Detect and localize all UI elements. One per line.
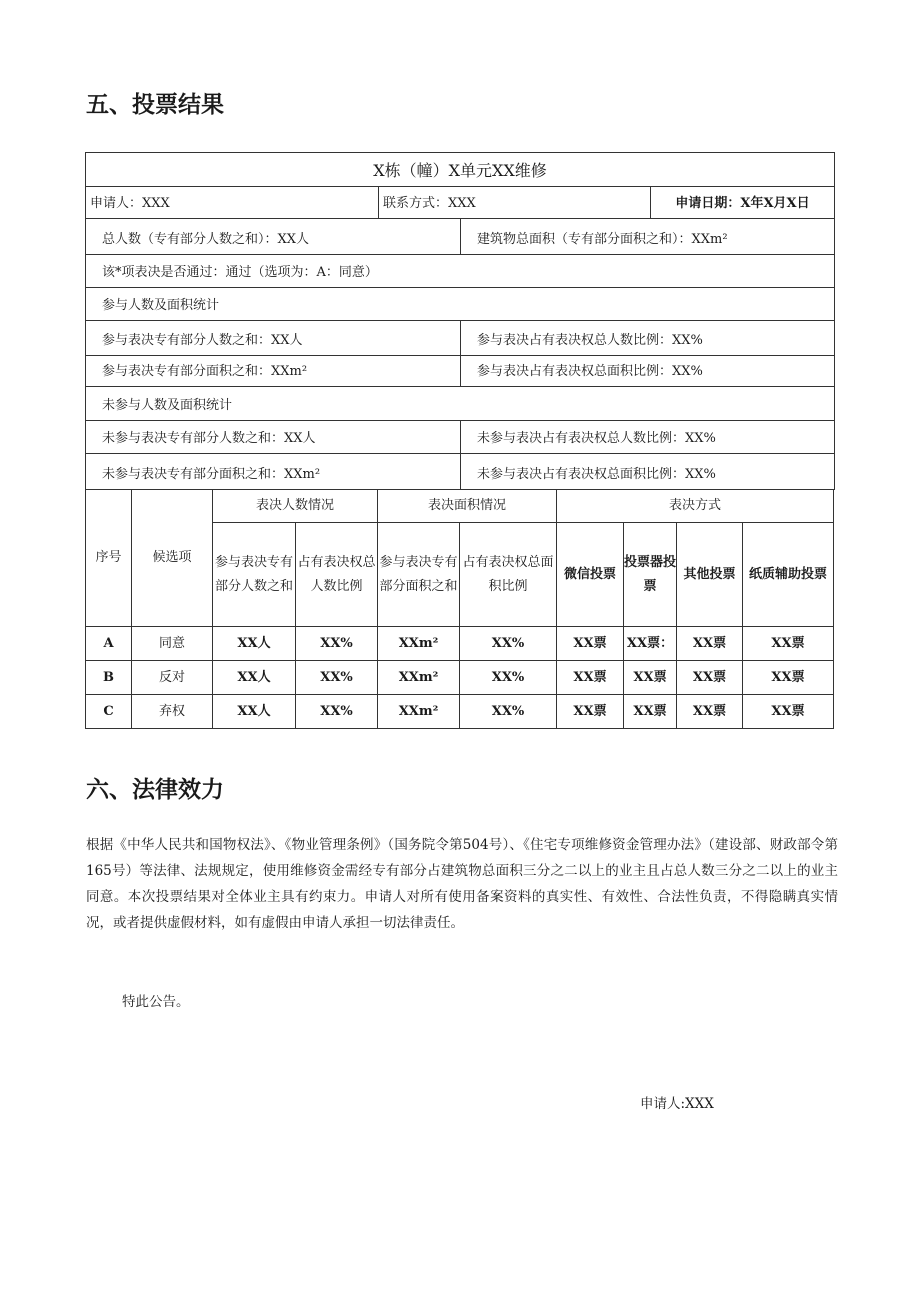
project-title: X栋（幢）X单元XX维修 [373, 161, 547, 180]
application-info-table [85, 152, 835, 490]
info-row-participate-people [86, 321, 834, 356]
non-participate-people: 未参与表决专有部分人数之和：XX人 [102, 431, 316, 446]
row-people-ratio: XX% [296, 695, 378, 729]
non-participate-area-ratio: 未参与表决占有表决权总面积比例：XX% [460, 454, 834, 489]
info-row-non-participate-header [86, 387, 834, 421]
header-paper: 纸质辅助投票 [743, 523, 834, 627]
info-row-participate-area [86, 356, 834, 387]
header-candidate: 候选项 [132, 490, 213, 627]
voting-results-table [85, 489, 834, 729]
apply-date: 申请日期：X年X月X日 [650, 187, 834, 218]
row-area: XXm² [378, 661, 460, 695]
row-area-ratio: XX% [460, 627, 557, 661]
row-people-ratio: XX% [296, 627, 378, 661]
participate-people: 参与表决专有部分人数之和：XX人 [102, 333, 303, 348]
row-ballot-box: XX票： [624, 627, 677, 661]
row-paper: XX票 [743, 695, 834, 729]
info-row-non-participate-area [86, 454, 834, 490]
header-ballot-box: 投票器投票 [624, 523, 677, 627]
row-area: XXm² [378, 627, 460, 661]
legal-paragraph: 根据《中华人民共和国物权法》、《物业管理条例》（国务院令第504号）、《住宅专项维修资金管理办法》（建设部、财政部令第165号）等法律、法规规定，使用维修资金需经专有部分占建筑物总面积三分之二以上的业主且占总人数三分之二以上的业主同意。本次投票结果对全体业主具有约束力。申请人对所有使用备案资料的真实性、有效性、合法性负责，不得隐瞒真实情况，或者提供虚假材料，如有虚假由申请人承担一切法律责任。 [86, 837, 838, 931]
row-seq: A [86, 627, 132, 661]
row-people: XX人 [213, 695, 296, 729]
row-people: XX人 [213, 661, 296, 695]
header-area-group: 表决面积情况 [378, 490, 557, 523]
row-people-ratio: XX% [296, 661, 378, 695]
row-area: XXm² [378, 695, 460, 729]
results-header-row-1 [86, 490, 834, 523]
row-other: XX票 [677, 627, 743, 661]
row-area-ratio: XX% [460, 661, 557, 695]
row-paper: XX票 [743, 627, 834, 661]
table-row [86, 627, 834, 661]
row-ballot-box: XX票 [624, 695, 677, 729]
row-seq: C [86, 695, 132, 729]
total-area: 建筑物总面积（专有部分面积之和）：XXm² [460, 219, 834, 254]
applicant-signature: 申请人:XXX [640, 1096, 714, 1112]
header-seq: 序号 [86, 490, 132, 627]
table-row [86, 695, 834, 729]
pass-status: 该*项表决是否通过：通过（选项为：A：同意） [102, 265, 378, 280]
row-paper: XX票 [743, 661, 834, 695]
non-participate-header: 未参与人数及面积统计 [102, 398, 233, 413]
participate-header: 参与人数及面积统计 [102, 298, 220, 313]
row-wechat: XX票 [557, 661, 624, 695]
info-row-totals [86, 219, 834, 255]
info-row-title [86, 153, 834, 187]
info-row-applicant [86, 187, 834, 219]
header-method-group: 表决方式 [557, 490, 834, 523]
header-people-ratio: 占有表决权总人数比例 [296, 523, 378, 627]
non-participate-people-ratio: 未参与表决占有表决权总人数比例：XX% [460, 421, 834, 453]
header-area-sum: 参与表决专有部分面积之和 [378, 523, 460, 627]
row-seq: B [86, 661, 132, 695]
header-wechat: 微信投票 [557, 523, 624, 627]
header-people-sum: 参与表决专有部分人数之和 [213, 523, 296, 627]
row-other: XX票 [677, 695, 743, 729]
header-other: 其他投票 [677, 523, 743, 627]
row-area-ratio: XX% [460, 695, 557, 729]
header-people-group: 表决人数情况 [213, 490, 378, 523]
participate-area: 参与表决专有部分面积之和：XXm² [102, 364, 308, 379]
info-row-pass [86, 255, 834, 288]
row-ballot-box: XX票 [624, 661, 677, 695]
row-candidate: 反对 [132, 661, 213, 695]
row-wechat: XX票 [557, 695, 624, 729]
row-wechat: XX票 [557, 627, 624, 661]
total-people: 总人数（专有部分人数之和）：XX人 [102, 232, 310, 247]
row-people: XX人 [213, 627, 296, 661]
section-title-legal-effect: 六、法律效力 [86, 777, 224, 803]
table-row [86, 661, 834, 695]
contact: 联系方式：XXX [378, 187, 650, 218]
row-candidate: 弃权 [132, 695, 213, 729]
applicant: 申请人：XXX [90, 196, 170, 211]
participate-area-ratio: 参与表决占有表决权总面积比例：XX% [460, 356, 834, 386]
info-row-non-participate-people [86, 421, 834, 454]
row-other: XX票 [677, 661, 743, 695]
participate-people-ratio: 参与表决占有表决权总人数比例：XX% [460, 321, 834, 355]
header-area-ratio: 占有表决权总面积比例 [460, 523, 557, 627]
section-title-voting-results: 五、投票结果 [86, 92, 224, 118]
non-participate-area: 未参与表决专有部分面积之和：XXm² [102, 467, 321, 482]
info-row-participate-header [86, 288, 834, 321]
row-candidate: 同意 [132, 627, 213, 661]
notice-text: 特此公告。 [122, 994, 190, 1010]
